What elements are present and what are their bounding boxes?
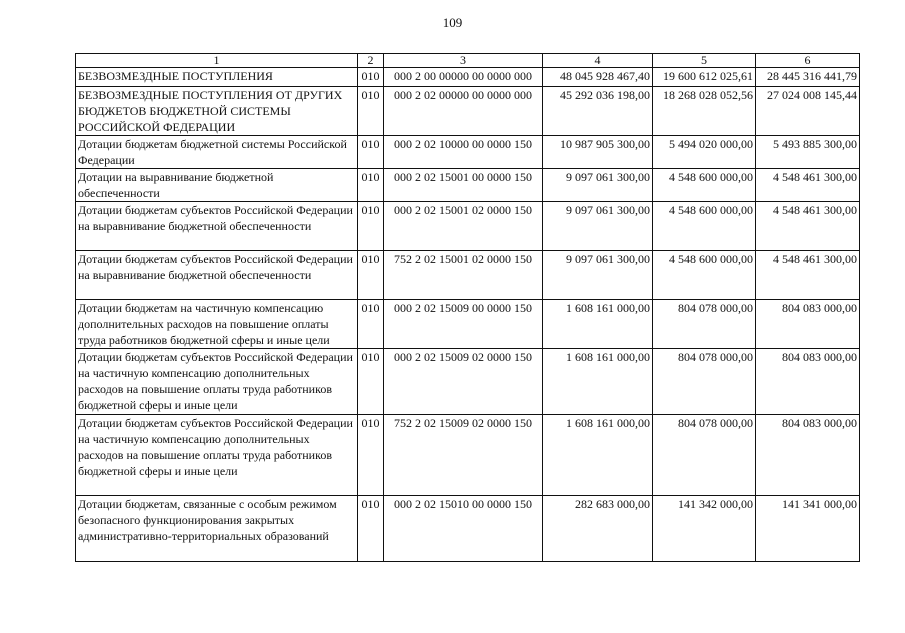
row-value-col6: 5 493 885 300,00 [756,136,860,169]
row-admin-code: 010 [358,136,384,169]
row-value-col4: 1 608 161 000,00 [543,300,653,349]
row-budget-code: 000 2 02 15001 02 0000 150 [384,202,543,251]
row-value-col5: 4 548 600 000,00 [653,251,756,300]
row-value-col6: 804 083 000,00 [756,300,860,349]
page-number: 109 [442,15,463,30]
row-value-col5: 141 342 000,00 [653,496,756,562]
table-header-row [76,54,860,68]
row-value-col4: 45 292 036 198,00 [543,87,653,136]
row-value-col6: 4 548 461 300,00 [756,202,860,251]
row-admin-code: 010 [358,202,384,251]
table-row [76,415,860,496]
column-header: 2 [358,54,384,68]
table-row [76,136,860,169]
row-value-col5: 804 078 000,00 [653,349,756,415]
table-row [76,68,860,87]
row-value-col6: 804 083 000,00 [756,349,860,415]
row-budget-code: 752 2 02 15001 02 0000 150 [384,251,543,300]
row-value-col5: 804 078 000,00 [653,415,756,496]
row-name: БЕЗВОЗМЕЗДНЫЕ ПОСТУПЛЕНИЯ ОТ ДРУГИХ БЮДЖЕТОВ БЮДЖЕТНОЙ СИСТЕМЫ РОССИЙСКОЙ ФЕДЕРАЦИИ [76,87,358,136]
row-name: Дотации бюджетам субъектов Российской Федерации на выравнивание бюджетной обеспеченности [76,202,358,251]
table-row [76,87,860,136]
row-value-col4: 1 608 161 000,00 [543,349,653,415]
row-name: Дотации бюджетам, связанные с особым режимом безопасного функционирования закрытых административно-территориальных образований [76,496,358,562]
row-admin-code: 010 [358,169,384,202]
row-admin-code: 010 [358,349,384,415]
row-value-col6: 141 341 000,00 [756,496,860,562]
table-row [76,349,860,415]
row-value-col4: 48 045 928 467,40 [543,68,653,87]
row-budget-code: 000 2 02 00000 00 0000 000 [384,87,543,136]
row-value-col5: 4 548 600 000,00 [653,169,756,202]
row-value-col4: 9 097 061 300,00 [543,169,653,202]
row-budget-code: 752 2 02 15009 02 0000 150 [384,415,543,496]
column-header: 4 [543,54,653,68]
row-admin-code: 010 [358,300,384,349]
row-name: Дотации бюджетам субъектов Российской Федерации на частичную компенсацию дополнительных расходов на повышение оплаты труда работников бюджетной сферы и иные цели [76,349,358,415]
row-budget-code: 000 2 02 10000 00 0000 150 [384,136,543,169]
row-admin-code: 010 [358,68,384,87]
table-row [76,202,860,251]
column-header: 1 [76,54,358,68]
row-name: Дотации бюджетам субъектов Российской Федерации на выравнивание бюджетной обеспеченности [76,251,358,300]
row-value-col4: 9 097 061 300,00 [543,251,653,300]
table-row [76,169,860,202]
column-header: 5 [653,54,756,68]
budget-table [75,53,860,562]
row-budget-code: 000 2 02 15010 00 0000 150 [384,496,543,562]
row-value-col4: 1 608 161 000,00 [543,415,653,496]
table-row [76,300,860,349]
row-admin-code: 010 [358,496,384,562]
row-budget-code: 000 2 02 15009 00 0000 150 [384,300,543,349]
row-value-col6: 28 445 316 441,79 [756,68,860,87]
row-value-col5: 19 600 612 025,61 [653,68,756,87]
row-value-col6: 804 083 000,00 [756,415,860,496]
row-value-col4: 282 683 000,00 [543,496,653,562]
row-value-col5: 18 268 028 052,56 [653,87,756,136]
row-budget-code: 000 2 00 00000 00 0000 000 [384,68,543,87]
row-admin-code: 010 [358,87,384,136]
row-name: Дотации бюджетам бюджетной системы Российской Федерации [76,136,358,169]
row-admin-code: 010 [358,251,384,300]
row-value-col4: 9 097 061 300,00 [543,202,653,251]
row-budget-code: 000 2 02 15009 02 0000 150 [384,349,543,415]
row-value-col6: 4 548 461 300,00 [756,169,860,202]
column-header: 6 [756,54,860,68]
row-admin-code: 010 [358,415,384,496]
row-value-col4: 10 987 905 300,00 [543,136,653,169]
row-name: Дотации на выравнивание бюджетной обеспеченности [76,169,358,202]
table-row [76,496,860,562]
row-name: Дотации бюджетам субъектов Российской Федерации на частичную компенсацию дополнительных расходов на повышение оплаты труда работников бюджетной сферы и иные цели [76,415,358,496]
column-header: 3 [384,54,543,68]
row-value-col6: 27 024 008 145,44 [756,87,860,136]
row-value-col6: 4 548 461 300,00 [756,251,860,300]
row-value-col5: 5 494 020 000,00 [653,136,756,169]
row-name: Дотации бюджетам на частичную компенсацию дополнительных расходов на повышение оплаты труда работников бюджетной сферы и иные цели [76,300,358,349]
row-value-col5: 4 548 600 000,00 [653,202,756,251]
row-budget-code: 000 2 02 15001 00 0000 150 [384,169,543,202]
row-value-col5: 804 078 000,00 [653,300,756,349]
table-row [76,251,860,300]
row-name: БЕЗВОЗМЕЗДНЫЕ ПОСТУПЛЕНИЯ [76,68,358,87]
